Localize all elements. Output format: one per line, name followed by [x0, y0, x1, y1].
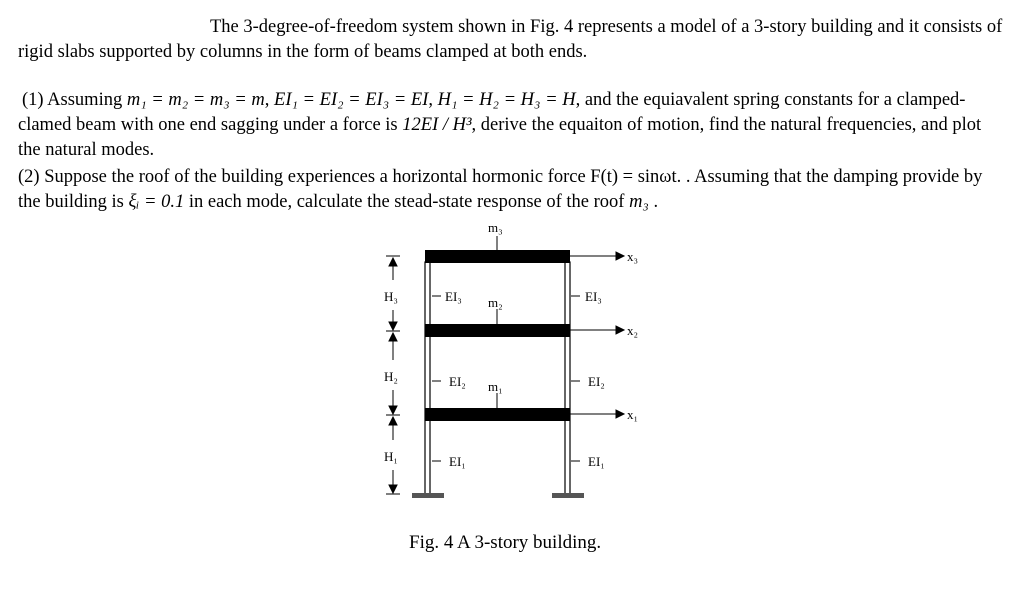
left-column	[425, 262, 430, 497]
h3-lower-arrow	[389, 322, 397, 330]
mass-labels	[488, 220, 503, 394]
slab-3	[425, 250, 570, 263]
h1-label: H₁	[384, 449, 398, 464]
m3-label: m₃	[488, 220, 503, 235]
displacement-arrows	[570, 252, 624, 418]
x3-arrow-head	[616, 252, 624, 260]
right-ground-support	[552, 493, 584, 498]
left-ei3-label: EI₃	[445, 289, 462, 304]
x3-label: x₃	[627, 249, 639, 264]
m1-label: m₁	[488, 379, 503, 394]
x2-arrow-head	[616, 326, 624, 334]
left-ground-support	[412, 493, 444, 498]
left-ei1-label: EI₁	[449, 454, 466, 469]
right-column	[565, 262, 570, 497]
q1-masses-equation: m₁ = m₂ = m₃ = m	[126, 90, 265, 110]
h2-upper-arrow	[389, 333, 397, 341]
height-labels	[384, 289, 398, 464]
right-ei2-label: EI₂	[588, 374, 605, 389]
ground-supports	[412, 493, 584, 498]
q2-prefix: (2) Suppose the roof of the building experiences a horizontal hormonic force F(t) = sinωt. . Assuming that the damping provide by the building is	[18, 167, 983, 212]
left-ei2-label: EI₂	[449, 374, 466, 389]
h2-lower-arrow	[389, 406, 397, 414]
h2-label: H₂	[384, 369, 398, 384]
intro-text: The 3-degree-of-freedom system shown in Fig. 4 represents a model of a 3-story building and it consists of rigid slabs supported by columns in the form of beams clamped at both ends.	[18, 17, 1003, 62]
slab-1	[425, 408, 570, 421]
q2-mid-text: in each mode, calculate the stead-state response of the roof	[188, 192, 625, 212]
column-stiffness-labels	[445, 289, 605, 469]
h1-lower-arrow	[389, 485, 397, 493]
figure-caption: Fig. 4 A 3-story building.	[409, 532, 602, 553]
x2-label: x₂	[627, 323, 639, 338]
slab-2	[425, 324, 570, 337]
q1-spring-constant: 12EI / H³	[402, 115, 472, 135]
h3-label: H₃	[384, 289, 398, 304]
right-ei1-label: EI₁	[588, 454, 605, 469]
x1-arrow-head	[616, 410, 624, 418]
x1-label: x₁	[627, 407, 639, 422]
h1-upper-arrow	[389, 417, 397, 425]
right-ei3-label: EI₃	[585, 289, 602, 304]
q1-prefix: (1) Assuming	[22, 90, 123, 110]
q1-stiffness-equation: EI₁ = EI₂ = EI₃ = EI	[274, 90, 429, 110]
q1-suffix: , derive the equaiton of motion, find the natural frequencies, and plot the natural modes.	[18, 115, 982, 160]
q2-roof-mass: m₃	[629, 192, 649, 212]
question-1: (1) Assuming m₁ = m₂ = m₃ = m, EI₁ = EI₂ = EI₃ = EI, H₁ = H₂ = H₃ = H, and the equiavalent spring constants for a clamped-clamed beam with one end sagging under a force is 12EI / H³, derive the equaiton of motion, find the natural frequencies, and plot the natural modes.	[18, 90, 982, 160]
q2-damping-ratio: ξᵢ = 0.1	[128, 192, 185, 212]
q1-mid-text: , and the equiavalent spring constants for a clamped-clamed beam with one end sagging under a force is	[18, 90, 966, 135]
q2-end: .	[653, 192, 659, 212]
q1-heights-equation: H₁ = H₂ = H₃ = H	[437, 90, 576, 110]
displacement-labels	[627, 249, 638, 422]
m2-label: m₂	[488, 295, 503, 310]
h3-upper-arrow	[389, 258, 397, 266]
